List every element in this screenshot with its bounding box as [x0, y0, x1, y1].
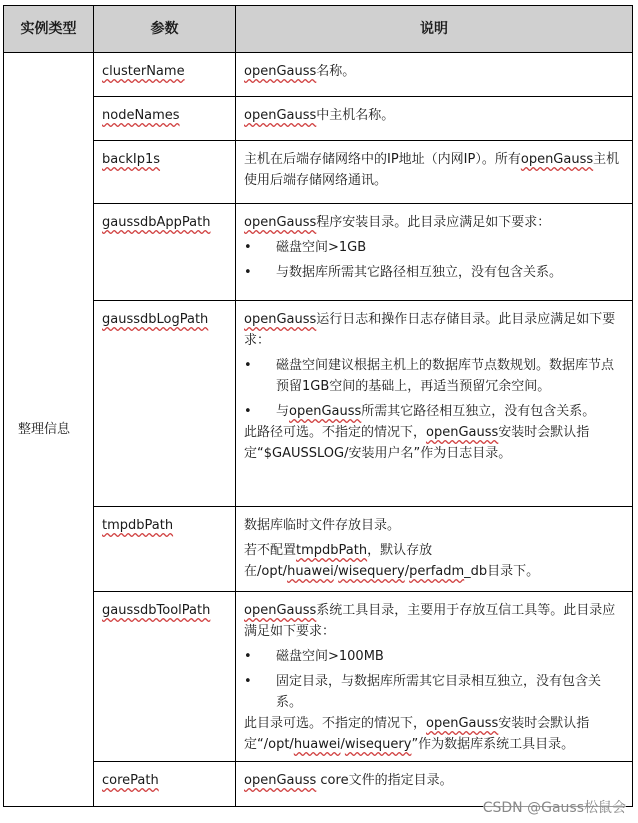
bullet-text: 固定目录，与数据库所需其它目录相互独立，没有包含关系。: [276, 674, 602, 710]
bullet-text: 与数据库所需其它路径相互独立，没有包含关系。: [276, 265, 563, 280]
description-cell: [236, 301, 633, 507]
bullet-icon: •: [244, 358, 252, 373]
description-paragraph: openGauss系统工具目录，主要用于存放互信工具等。此目录应满足如下要求：: [244, 603, 616, 639]
bullet-item: [244, 355, 626, 397]
bullet-icon: •: [244, 240, 252, 255]
table-row: [4, 507, 633, 592]
instance-type-cell: 整理信息: [4, 53, 94, 807]
description-paragraph: openGauss名称。: [244, 64, 356, 79]
param-name: corePath: [102, 773, 159, 788]
description-paragraph: 若不配置tmpdbPath，默认存放在/opt/huawei/wisequery/perfadm_db目录下。: [244, 543, 540, 579]
description-paragraph: openGauss中主机名称。: [244, 108, 395, 123]
header-instance-type: 实例类型: [4, 6, 94, 53]
description-paragraph: openGauss core文件的指定目录。: [244, 773, 453, 788]
param-name: nodeNames: [102, 108, 180, 123]
bullet-icon: •: [244, 265, 252, 280]
bullet-item: [244, 401, 626, 422]
bullet-item: [244, 262, 626, 283]
param-cell: [94, 507, 236, 592]
table-row: [4, 592, 633, 762]
param-name: backIp1s: [102, 152, 161, 167]
param-name: tmpdbPath: [102, 518, 174, 533]
param-name: clusterName: [102, 64, 185, 79]
description-cell: [236, 53, 633, 97]
table-row: [4, 141, 633, 204]
description-cell: [236, 204, 633, 301]
param-name: gaussdbLogPath: [102, 312, 209, 327]
description-paragraph: 此目录可选。不指定的情况下，openGauss安装时会默认指定“/opt/huawei/wisequery”作为数据库系统工具目录。: [244, 716, 590, 752]
param-cell: [94, 762, 236, 807]
bullet-text: 磁盘空间>1GB: [276, 240, 367, 255]
description-paragraph: openGauss运行日志和操作日志存储目录。此目录应满足如下要求：: [244, 312, 616, 348]
description-cell: [236, 507, 633, 592]
description-cell: [236, 592, 633, 762]
bullet-icon: •: [244, 674, 252, 689]
param-cell: [94, 141, 236, 204]
header-parameter: 参数: [94, 6, 236, 53]
watermark: CSDN @Gauss松鼠会: [483, 797, 626, 817]
parameter-table: [3, 5, 633, 807]
description-paragraph: 数据库临时文件存放目录。: [244, 518, 401, 533]
bullet-icon: •: [244, 404, 252, 419]
table-row: [4, 53, 633, 97]
bullet-text: 与openGauss所需其它路径相互独立，没有包含关系。: [276, 404, 596, 419]
table-row: [4, 301, 633, 507]
param-cell: [94, 204, 236, 301]
bullet-item: [244, 237, 626, 258]
param-cell: [94, 592, 236, 762]
bullet-icon: •: [244, 649, 252, 664]
description-paragraph: 主机在后端存储网络中的IP地址（内网IP）。所有openGauss主机使用后端存储网络通讯。: [244, 152, 620, 188]
header-description: 说明: [236, 6, 633, 53]
description-cell: [236, 141, 633, 204]
table-row: [4, 204, 633, 301]
bullet-item: [244, 671, 626, 713]
table-row: [4, 97, 633, 141]
description-paragraph: 此路径可选。不指定的情况下，openGauss安装时会默认指定“$GAUSSLOG/安装用户名”作为日志目录。: [244, 425, 590, 461]
description-cell: [236, 97, 633, 141]
param-cell: [94, 53, 236, 97]
param-name: gaussdbToolPath: [102, 603, 211, 618]
bullet-text: 磁盘空间>100MB: [276, 649, 384, 664]
bullet-item: [244, 646, 626, 667]
param-name: gaussdbAppPath: [102, 215, 211, 230]
table-header-row: [4, 6, 633, 53]
param-cell: [94, 301, 236, 507]
description-paragraph: openGauss程序安装目录。此目录应满足如下要求：: [244, 215, 551, 230]
param-cell: [94, 97, 236, 141]
bullet-text: 磁盘空间建议根据主机上的数据库节点数规划。数据库节点预留1GB空间的基础上，再适当预留冗余空间。: [276, 358, 615, 394]
